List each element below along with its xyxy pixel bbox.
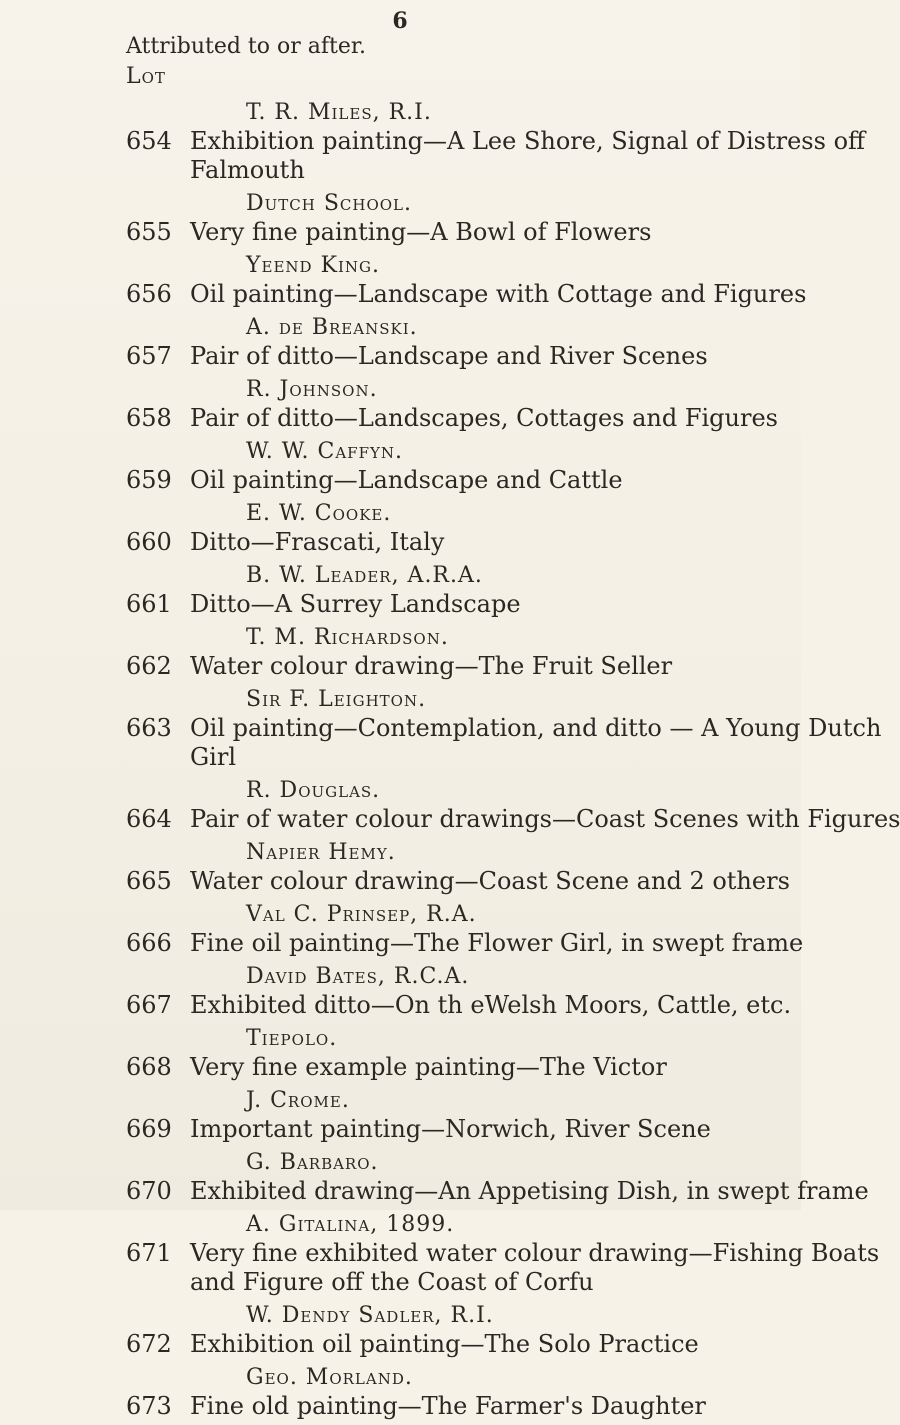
lot-number: 671 xyxy=(126,1239,172,1267)
lot-column-label: Lot xyxy=(126,64,166,89)
lot-line xyxy=(126,652,776,681)
lot-entry xyxy=(126,1301,776,1359)
lot-number: 655 xyxy=(126,218,172,246)
lot-artist: Geo. Morland. xyxy=(246,1365,413,1390)
lot-number: 661 xyxy=(126,590,172,618)
lot-artist: Tiepolo. xyxy=(246,1026,338,1051)
lot-artist: David Bates, R.C.A. xyxy=(246,964,470,989)
lot-entry xyxy=(126,1210,880,1297)
lot-artist: J. Crome. xyxy=(246,1088,350,1113)
lot-entry xyxy=(126,98,866,185)
lot-entry xyxy=(126,838,790,896)
lot-entry xyxy=(126,962,792,1020)
lot-line xyxy=(126,528,776,557)
lot-artist: A. Gitalina, 1899. xyxy=(246,1212,455,1237)
lot-artist: T. R. Miles, R.I. xyxy=(246,100,432,125)
lot-artist: Val C. Prinsep, R.A. xyxy=(246,902,477,927)
lot-description: Pair of ditto—Landscape and River Scenes xyxy=(190,342,708,370)
lot-description: Exhibited drawing—An Appetising Dish, in swept frame xyxy=(190,1177,869,1205)
lot-line xyxy=(126,1330,776,1359)
lot-description: Very fine exhibited water colour drawing—Fishing Boats xyxy=(190,1239,880,1267)
lot-line xyxy=(126,590,776,619)
lot-entry xyxy=(126,561,776,619)
lot-artist: Dutch School. xyxy=(246,191,413,216)
lot-number: 656 xyxy=(126,280,172,308)
lot-number: 658 xyxy=(126,404,172,432)
lot-entry xyxy=(126,900,804,958)
lot-description: Fine old painting—The Farmer's Daughter xyxy=(190,1392,706,1420)
lot-number: 657 xyxy=(126,342,172,370)
lot-artist: R. Johnson. xyxy=(246,377,378,402)
lot-number: 659 xyxy=(126,466,172,494)
lot-description: Ditto—A Surrey Landscape xyxy=(190,590,521,618)
lot-number: 663 xyxy=(126,714,172,742)
lot-number: 672 xyxy=(126,1330,172,1358)
lot-number: 665 xyxy=(126,867,172,895)
lot-description: Oil painting—Landscape with Cottage and Figures xyxy=(190,280,807,308)
lot-description: Fine oil painting—The Flower Girl, in swept frame xyxy=(190,929,804,957)
lot-entry xyxy=(126,685,882,772)
lot-number: 664 xyxy=(126,805,172,833)
lot-entry xyxy=(126,1086,776,1144)
lot-entry xyxy=(126,776,900,834)
lot-entry xyxy=(126,1148,869,1206)
lot-entry xyxy=(126,313,776,371)
lot-entry xyxy=(126,1024,776,1082)
lot-entry xyxy=(126,1363,776,1421)
lot-number: 666 xyxy=(126,929,172,957)
lot-line xyxy=(126,342,776,371)
lot-description: Exhibition oil painting—The Solo Practice xyxy=(190,1330,699,1358)
lot-entry xyxy=(126,437,776,495)
lot-number: 669 xyxy=(126,1115,172,1143)
attribution-heading: Attributed to or after. xyxy=(126,34,366,59)
lot-line xyxy=(126,280,807,309)
page-number: 6 xyxy=(392,8,409,34)
lot-line xyxy=(126,867,790,896)
lot-artist: Sir F. Leighton. xyxy=(246,687,427,712)
lot-number: 668 xyxy=(126,1053,172,1081)
lot-number: 667 xyxy=(126,991,172,1019)
lot-description: Exhibited ditto—On th eWelsh Moors, Cattle, etc. xyxy=(190,991,792,1019)
lot-list xyxy=(126,98,900,1425)
lot-description: Very fine example painting—The Victor xyxy=(190,1053,667,1081)
lot-description: Ditto—Frascati, Italy xyxy=(190,528,445,556)
lot-description: Pair of water colour drawings—Coast Scenes with Figures xyxy=(190,805,900,833)
lot-number: 670 xyxy=(126,1177,172,1205)
lot-artist: G. Barbaro. xyxy=(246,1150,379,1175)
lot-description: Water colour drawing—Coast Scene and 2 others xyxy=(190,867,790,895)
lot-line xyxy=(126,404,776,433)
lot-description-continued: Girl xyxy=(190,743,236,771)
lot-entry xyxy=(126,251,807,309)
lot-line xyxy=(126,466,776,495)
lot-description: Oil painting—Contemplation, and ditto — A Young Dutch xyxy=(190,714,882,742)
lot-number: 673 xyxy=(126,1392,172,1420)
lot-line xyxy=(126,805,900,834)
lot-artist: W. W. Caffyn. xyxy=(246,439,404,464)
lot-artist: Napier Hemy. xyxy=(246,840,396,865)
lot-description: Very fine painting—A Bowl of Flowers xyxy=(190,218,652,246)
lot-line xyxy=(126,991,792,1020)
lot-entry xyxy=(126,189,776,247)
lot-artist: W. Dendy Sadler, R.I. xyxy=(246,1303,494,1328)
lot-description: Oil painting—Landscape and Cattle xyxy=(190,466,623,494)
lot-number: 662 xyxy=(126,652,172,680)
lot-description: Water colour drawing—The Fruit Seller xyxy=(190,652,673,680)
lot-line xyxy=(126,714,882,743)
lot-line xyxy=(126,218,776,247)
lot-description: Exhibition painting—A Lee Shore, Signal of Distress off xyxy=(190,127,866,155)
lot-entry xyxy=(126,499,776,557)
lot-line xyxy=(126,1177,869,1206)
lot-artist: E. W. Cooke. xyxy=(246,501,392,526)
lot-description: Important painting—Norwich, River Scene xyxy=(190,1115,711,1143)
lot-artist: T. M. Richardson. xyxy=(246,625,449,650)
lot-description-continued: and Figure off the Coast of Corfu xyxy=(190,1268,594,1296)
lot-line xyxy=(126,1392,776,1421)
lot-description-continued: Falmouth xyxy=(190,156,305,184)
lot-line xyxy=(126,1053,776,1082)
lot-entry xyxy=(126,375,776,433)
lot-description: Pair of ditto—Landscapes, Cottages and Figures xyxy=(190,404,778,432)
lot-artist: A. de Breanski. xyxy=(246,315,418,340)
lot-line xyxy=(126,929,804,958)
lot-artist: R. Douglas. xyxy=(246,778,381,803)
lot-line xyxy=(126,1239,880,1268)
lot-number: 660 xyxy=(126,528,172,556)
lot-line xyxy=(126,127,866,156)
lot-artist: B. W. Leader, A.R.A. xyxy=(246,563,483,588)
lot-number: 654 xyxy=(126,127,172,155)
lot-artist: Yeend King. xyxy=(246,253,381,278)
lot-line xyxy=(126,1115,776,1144)
lot-entry xyxy=(126,623,776,681)
